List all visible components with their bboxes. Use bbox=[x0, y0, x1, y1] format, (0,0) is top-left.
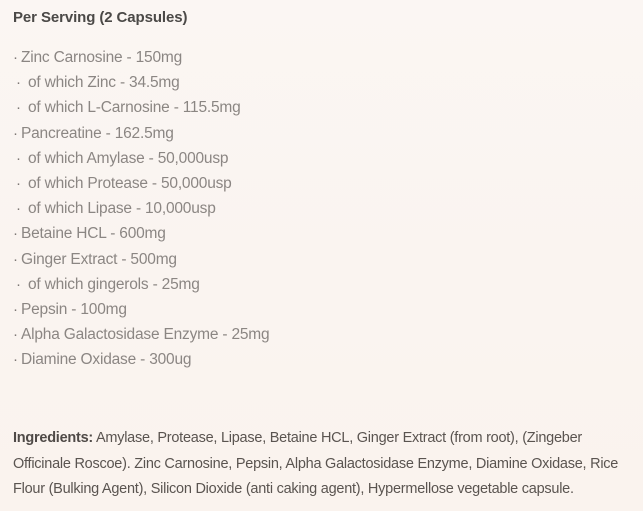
list-item-label: of which Zinc - 34.5mg bbox=[28, 74, 180, 92]
list-item-label: Pancreatine - 162.5mg bbox=[21, 124, 174, 142]
list-item-label: of which Protease - 50,000usp bbox=[28, 174, 232, 192]
list-item bbox=[13, 49, 630, 74]
bullet-icon: · bbox=[16, 275, 21, 293]
list-item-label: Betaine HCL - 600mg bbox=[21, 225, 166, 243]
ingredients-label: Ingredients: bbox=[13, 430, 93, 447]
list-item-label: of which Lipase - 10,000usp bbox=[28, 200, 216, 218]
per-serving-list bbox=[13, 49, 630, 376]
bullet-icon: · bbox=[16, 174, 21, 192]
list-item bbox=[13, 150, 630, 175]
bullet-icon: · bbox=[13, 225, 18, 243]
bullet-icon: · bbox=[13, 124, 18, 142]
bullet-icon: · bbox=[16, 200, 21, 218]
ingredients-text: Amylase, Protease, Lipase, Betaine HCL, Ginger Extract (from root), (Zingeber Officinale Roscoe). Zinc Carnosine, Pepsin, Alpha Galactosidase Enzyme, Diamine Oxidase, Rice Flour (Bulking Agent), Silicon Dioxide (anti caking agent), Hypermellose vegetable capsule. bbox=[13, 430, 619, 498]
bullet-icon: · bbox=[16, 149, 21, 167]
list-item bbox=[13, 276, 630, 301]
per-serving-title: Per Serving (2 Capsules) bbox=[13, 9, 188, 26]
list-item bbox=[13, 74, 630, 99]
list-item bbox=[13, 351, 630, 376]
list-item bbox=[13, 301, 630, 326]
list-item-label: Diamine Oxidase - 300ug bbox=[21, 351, 192, 369]
list-item-label: Pepsin - 100mg bbox=[21, 300, 127, 318]
bullet-icon: · bbox=[13, 250, 18, 268]
list-item-label: Zinc Carnosine - 150mg bbox=[21, 49, 183, 66]
bullet-icon: · bbox=[16, 74, 21, 92]
bullet-icon: · bbox=[13, 326, 18, 344]
list-item bbox=[13, 225, 630, 250]
list-item bbox=[13, 175, 630, 200]
list-item bbox=[13, 251, 630, 276]
list-item-label: of which Amylase - 50,000usp bbox=[28, 149, 229, 167]
list-item bbox=[13, 326, 630, 351]
list-item-label: of which L-Carnosine - 115.5mg bbox=[28, 99, 241, 117]
list-item-label: Ginger Extract - 500mg bbox=[21, 250, 177, 268]
ingredients-paragraph bbox=[13, 426, 631, 503]
list-item bbox=[13, 99, 630, 124]
bullet-icon: · bbox=[13, 49, 18, 66]
list-item bbox=[13, 200, 630, 225]
bullet-icon: · bbox=[13, 300, 18, 318]
bullet-icon: · bbox=[16, 99, 21, 117]
bullet-icon: · bbox=[13, 351, 18, 369]
list-item-label: of which gingerols - 25mg bbox=[28, 275, 200, 293]
list-item-label: Alpha Galactosidase Enzyme - 25mg bbox=[21, 326, 270, 344]
list-item bbox=[13, 125, 630, 150]
